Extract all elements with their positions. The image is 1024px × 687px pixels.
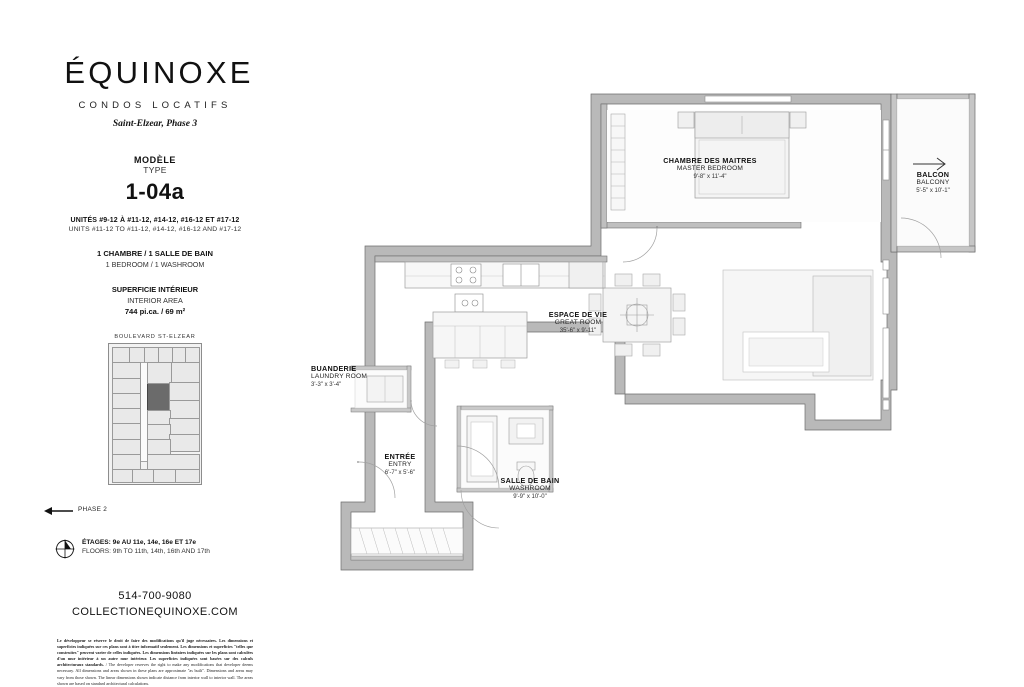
rooms-count-fr: 1 CHAMBRE / 1 SALLE DE BAIN — [96, 249, 214, 258]
info-panel — [30, 55, 280, 687]
brand-logo: ÉQUINOXE — [64, 55, 254, 90]
area-block — [30, 285, 280, 316]
room-fr: ESPACE DE VIE — [548, 310, 608, 319]
room-dim: 9'-9" x 10'-0" — [513, 494, 547, 501]
legal-disclaimer — [57, 638, 253, 687]
units-line-fr: UNITÉS #9-12 À #11-12, #14-12, #16-12 ET #17-12 — [70, 217, 240, 224]
rooms-count-en: 1 BEDROOM / 1 WASHROOM — [105, 260, 205, 269]
room-dim: 9'-8" x 11'-4" — [693, 174, 727, 181]
floors-text — [82, 539, 210, 555]
key-plan-diagram — [108, 343, 202, 485]
model-code: 1-04a — [125, 179, 185, 204]
room-dim: 5'-5" x 10'-1" — [916, 188, 950, 195]
area-label-en: INTERIOR AREA — [127, 296, 183, 305]
units-line-en: UNITS #11-12 TO #11-12, #14-12, #16-12 AND #17-12 — [68, 226, 242, 233]
room-fr: BALCON — [916, 170, 950, 179]
room-en: GREAT ROOM — [554, 319, 602, 326]
legal-text-fr: Le développeur se réserve le droit de faire des modifications qu'il juge nécessaires. Les dimensions et superficies indiquées sur ces plans sont à titre informatif seulement. Les dimensions et superficies "telles que construites" peuvent varier de celles indiquées. Les dimensions linéaires indiquées sur les plans sont calculées d'un mur intérieur à un autre mur intérieur. Les superficies indiquées sont basées sur des calculs architecturaux standards. — [57, 638, 253, 668]
model-label-en: TYPE — [143, 165, 167, 175]
contact-block — [30, 590, 280, 618]
room-en: ENTRY — [388, 461, 412, 468]
legal-text-en: / The developer reserves the right to make any modifications that developer deems necessary. All dimensions and areas shown in these plans are approximate "as built". Dimensions and areas may vary from those shown. The linear dimensions shown indicate distance from interior wall to interior wall. The areas shown are based on standard architectural calculations. — [57, 662, 254, 686]
compass-icon — [54, 538, 76, 560]
key-plan-highlight-unit — [147, 382, 171, 412]
rooms-block — [30, 249, 280, 269]
floors-en: FLOORS: 9th TO 11th, 14th, 16th AND 17th — [82, 548, 210, 555]
floor-plan — [305, 70, 1005, 590]
brand-tagline: CONDOS LOCATIFS — [78, 100, 232, 111]
room-fr: ENTRÉE — [384, 452, 416, 461]
room-dim: 35'-6" x 9'-11" — [559, 328, 597, 335]
room-fr: SALLE DE BAIN — [500, 476, 560, 485]
phase-indicator — [30, 504, 280, 520]
floors-fr: ÉTAGES: 9e AU 11e, 14e, 16e ET 17e — [82, 539, 196, 546]
floor-plan-drawing — [305, 70, 1005, 590]
room-en: LAUNDRY ROOM — [311, 373, 368, 380]
area-value: 744 pi.ca. / 69 m² — [124, 307, 186, 316]
key-plan — [30, 334, 280, 494]
area-label-fr: SUPERFICIE INTÉRIEUR — [111, 285, 199, 294]
room-fr: BUANDERIE — [311, 364, 357, 373]
phase-arrow-icon — [44, 505, 74, 517]
model-label-fr: MODÈLE — [133, 155, 177, 165]
key-plan-street-label: BOULEVARD ST-ELZEAR — [114, 334, 196, 340]
kitchen — [405, 262, 605, 368]
room-dim: 3'-3" x 3'-4" — [311, 382, 342, 389]
compass-and-floors — [30, 538, 280, 568]
bedroom-window — [705, 96, 791, 102]
room-fr: CHAMBRE DES MAITRES — [663, 156, 757, 165]
room-en: BALCONY — [916, 179, 950, 186]
balcony-floor — [897, 99, 969, 246]
great-room-windows — [883, 278, 889, 398]
room-en: MASTER BEDROOM — [676, 165, 744, 172]
room-dim: 6'-7" x 5'-6" — [384, 470, 416, 477]
room-en: WASHROOM — [509, 485, 551, 492]
brand-phase: Saint-Elzear, Phase 3 — [112, 119, 198, 129]
phase-label: PHASE 2 — [78, 506, 108, 513]
corridor-hatch — [351, 556, 463, 560]
great-room-furniture — [589, 270, 873, 380]
model-block — [30, 155, 280, 205]
contact-website[interactable]: COLLECTIONEQUINOXE.COM — [72, 606, 238, 618]
contact-phone[interactable]: 514-700-9080 — [118, 590, 192, 602]
